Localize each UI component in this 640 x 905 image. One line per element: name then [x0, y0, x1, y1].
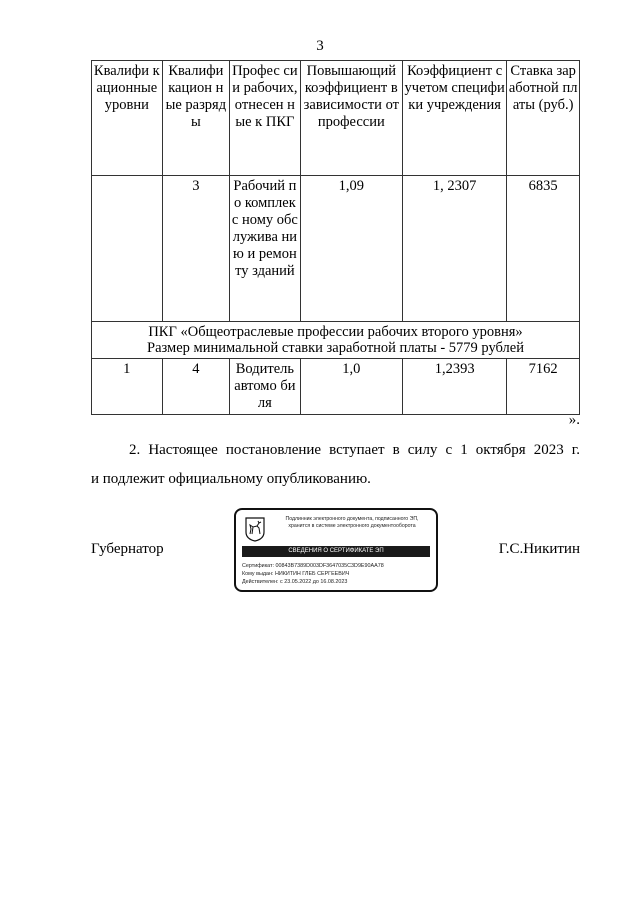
deer-emblem-icon [244, 516, 266, 542]
cell-wage-rate: 7162 [507, 359, 580, 415]
stamp-certificate-number: Сертификат: 00843B7389D003DF3647035C3D9E90AA78 [242, 563, 384, 569]
group-title: ПКГ «Общеотраслевые профессии рабочих второго уровня» [148, 324, 523, 340]
closing-quote: ». [568, 412, 580, 428]
paragraph-line-1: 2. Настоящее постановление вступает в силу с 1 октября 2023 г. [129, 442, 580, 458]
group-heading-cell [92, 322, 580, 359]
stamp-header-line-1: Подлинник электронного документа, подписанного ЭП, [285, 516, 419, 522]
paragraph-line-2: и подлежит официальному опубликованию. [91, 471, 371, 487]
effective-date-paragraph [91, 436, 580, 494]
stamp-validity: Действителен: с 23.05.2022 до 16.08.2023 [242, 579, 348, 585]
table-row [92, 359, 580, 415]
cell-profession: Рабочий по комплекс ному обслужива нию и ремонту зданий [230, 176, 301, 322]
cell-level: 1 [92, 359, 163, 415]
cell-grade: 4 [162, 359, 230, 415]
stamp-certificate-details [242, 562, 432, 586]
cell-profession: Водитель автомо биля [230, 359, 301, 415]
stamp-header [270, 516, 434, 530]
signatory-title: Губернатор [91, 541, 164, 557]
cell-institution-coefficient: 1,2393 [402, 359, 506, 415]
wage-table [91, 60, 580, 415]
signatory-name: Г.С.Никитин [498, 541, 580, 557]
header-wage-rate: Ставка заработной платы (руб.) [507, 61, 580, 176]
group-min-wage: Размер минимальной ставки заработной платы - 5779 рублей [147, 340, 524, 356]
header-institution-coefficient: Коэффициент с учетом специфики учреждения [402, 61, 506, 176]
header-increasing-coefficient: Повышающий коэффициент в зависимости от профессии [300, 61, 402, 176]
header-qualification-grades: Квалифи кацион ные разряды [162, 61, 230, 176]
header-qualification-levels: Квалифи кационные уровни [92, 61, 163, 176]
header-professions: Профес сии рабочих, отнесен ные к ПКГ [230, 61, 301, 176]
cell-wage-rate: 6835 [507, 176, 580, 322]
page-number: 3 [316, 38, 324, 54]
table-row [92, 176, 580, 322]
cell-increasing-coefficient: 1,0 [300, 359, 402, 415]
stamp-issued-to: Кому выдан: НИКИТИН ГЛЕБ СЕРГЕЕВИЧ [242, 571, 350, 577]
cell-institution-coefficient: 1, 2307 [402, 176, 506, 322]
stamp-header-line-2: хранится в системе электронного документооборота [288, 523, 416, 529]
table-header-row [92, 61, 580, 176]
electronic-signature-stamp [234, 508, 438, 592]
cell-level [92, 176, 163, 322]
cell-increasing-coefficient: 1,09 [300, 176, 402, 322]
cell-grade: 3 [162, 176, 230, 322]
group-heading-row [92, 322, 580, 359]
stamp-certificate-bar: СВЕДЕНИЯ О СЕРТИФИКАТЕ ЭП [242, 546, 430, 557]
